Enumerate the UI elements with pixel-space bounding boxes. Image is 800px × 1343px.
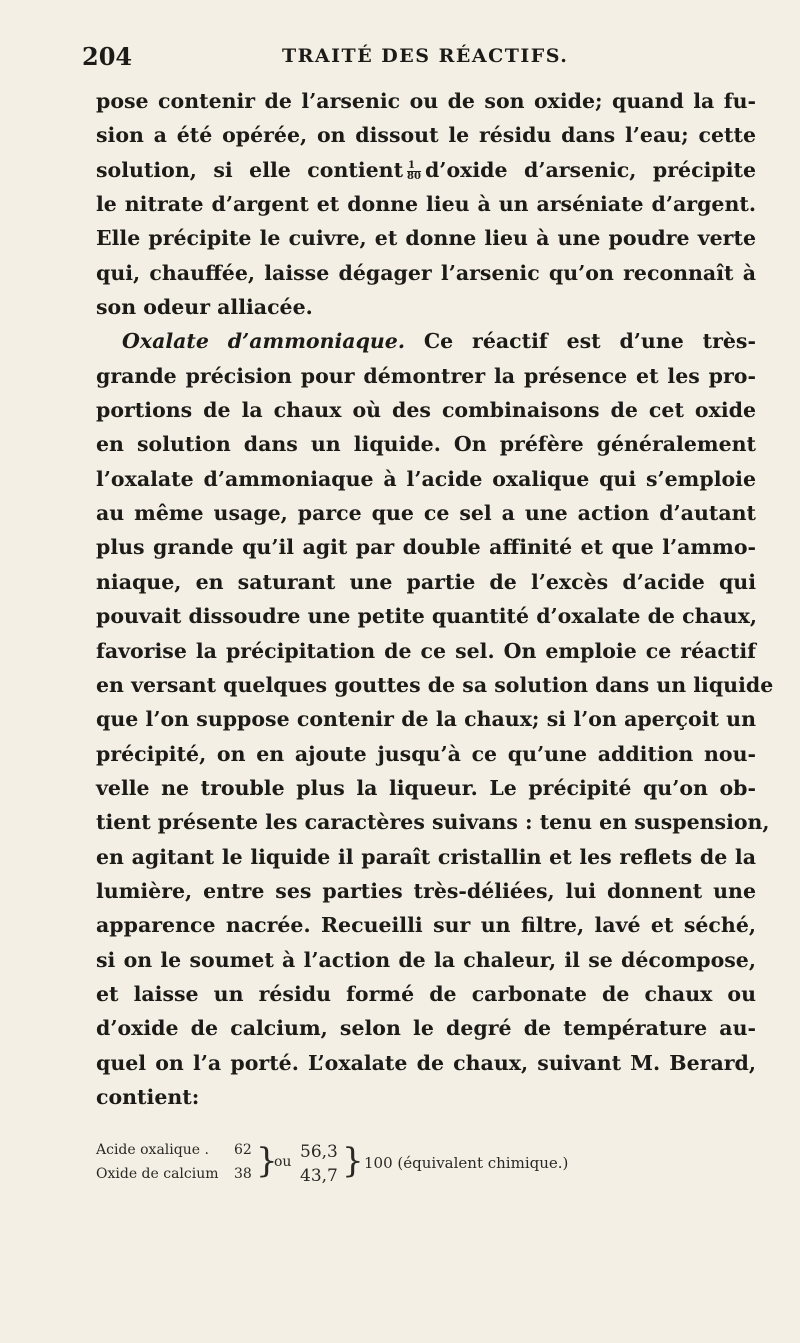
running-title: TRAITÉ DES RÉACTIFS.: [282, 45, 569, 67]
text-line: le nitrate d’argent et donne lieu à un arséniate d’argent.: [96, 192, 756, 217]
text-line: Elle précipite le cuivre, et donne lieu à une poudre verte: [96, 226, 756, 251]
text-line: pose contenir de l’arsenic ou de son oxide; quand la fu-: [96, 89, 756, 113]
page-number: 204: [82, 42, 133, 71]
section-title: Oxalate d’ammoniaque.: [122, 329, 405, 354]
text-line: et laisse un résidu formé de carbonate de chaux ou: [96, 981, 756, 1006]
row-label: Acide oxalique .: [96, 1142, 209, 1158]
text-line: si on le soumet à l’action de la chaleur, il se décompose,: [96, 947, 756, 972]
page-body: [96, 84, 774, 1114]
total-note: 100 (équivalent chimique.): [364, 1154, 569, 1172]
row-value: 38: [234, 1166, 252, 1182]
fraction: [407, 161, 421, 182]
or-word: ou: [274, 1154, 292, 1170]
text-line: quel on l’a porté. L’oxalate de chaux, suivant M. Berard,: [96, 1050, 756, 1075]
text-line: grande précision pour démontrer la présence et les pro-: [96, 363, 756, 388]
section-first-line: [96, 324, 756, 358]
fraction-numerator: 1: [407, 161, 421, 172]
text-line: au même usage, parce que ce sel a une action d’autant: [96, 501, 756, 526]
text-line: lumière, entre ses parties très-déliées, lui donnent une: [96, 878, 756, 903]
alt-value: 43,7: [300, 1166, 338, 1186]
text-line: en solution dans un liquide. On préfère généralement: [96, 432, 756, 457]
text-line: son odeur alliacée.: [96, 295, 313, 320]
alt-value: 56,3: [300, 1142, 338, 1162]
text-line: velle ne trouble plus la liqueur. Le précipité qu’on ob-: [96, 775, 756, 800]
fraction-denominator: 80: [407, 170, 421, 182]
brace: }: [256, 1141, 278, 1181]
text-line: favorise la précipitation de ce sel. On emploie ce réactif: [96, 638, 756, 663]
text-line: tient présente les caractères suivans : tenu en suspension,: [96, 810, 770, 835]
brace: }: [342, 1141, 364, 1181]
text-fragment: solution, si elle contient: [96, 157, 404, 182]
text-fragment: Ce réactif est d’une très-: [423, 329, 756, 354]
text-line: pouvait dissoudre une petite quantité d’oxalate de chaux,: [96, 604, 758, 629]
text-line: qui, chauffée, laisse dégager l’arsenic qu’on reconnaît à: [96, 260, 756, 285]
text-line: l’oxalate d’ammoniaque à l’acide oxalique qui s’emploie: [96, 466, 756, 491]
text-line: contient:: [96, 1084, 200, 1109]
text-line: que l’on suppose contenir de la chaux; si l’on aperçoit un: [96, 707, 756, 732]
text-line: niaque, en saturant une partie de l’excès d’acide qui: [96, 569, 756, 594]
text-fragment: d’oxide d’arsenic, précipite: [424, 157, 756, 182]
text-line: précipité, on en ajoute jusqu’à ce qu’une addition nou-: [96, 741, 756, 766]
text-line-with-fraction: [96, 153, 756, 187]
text-line: sion a été opérée, on dissout le résidu dans l’eau; cette: [96, 123, 756, 148]
text-line: portions de la chaux où des combinaisons de cet oxide: [96, 398, 756, 423]
text-line: d’oxide de calcium, selon le degré de température au-: [96, 1016, 756, 1041]
text-line: plus grande qu’il agit par double affinité et que l’ammo-: [96, 535, 756, 560]
composition-table: [96, 1140, 756, 1200]
row-label: Oxide de calcium: [96, 1166, 219, 1182]
page-header: [82, 42, 762, 72]
text-line: apparence nacrée. Recueilli sur un filtre, lavé et séché,: [96, 913, 756, 938]
text-line: en agitant le liquide il paraît cristallin et les reflets de la: [96, 844, 756, 869]
row-value: 62: [234, 1142, 252, 1158]
text-line: en versant quelques gouttes de sa solution dans un liquide: [96, 672, 774, 697]
